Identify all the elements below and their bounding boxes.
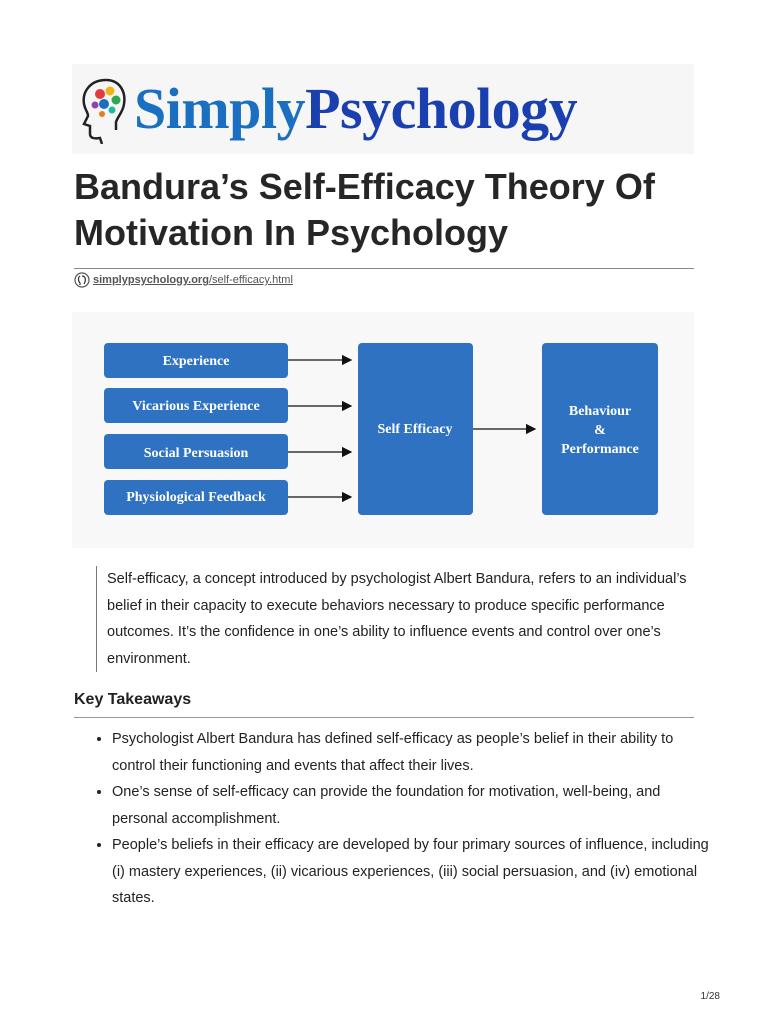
source-path[interactable]: /self-efficacy.html — [208, 274, 293, 286]
site-logo[interactable] — [72, 64, 694, 154]
input-label-experience: Experience — [162, 354, 230, 369]
key-takeaways-divider — [74, 717, 694, 718]
ampersand-label: & — [594, 423, 606, 438]
key-takeaways-list — [92, 726, 712, 912]
behaviour-label: Behaviour — [568, 404, 632, 419]
brain-head-icon — [76, 74, 132, 144]
logo-wordmark — [134, 76, 578, 141]
self-efficacy-label: Self Efficacy — [377, 422, 453, 437]
takeaway-item: • People’s beliefs in their efficacy are developed by four primary sources of influence, including (i) mastery experiences, (ii) vicarious experiences, (iii) social persuasion, and (iv) emotional states. — [112, 832, 712, 912]
page-title: Bandura’s Self-Efficacy Theory Of Motivation In Psychology — [74, 166, 655, 253]
performance-label: Performance — [561, 442, 639, 457]
title-divider — [74, 268, 694, 269]
page-number: 1/28 — [700, 991, 720, 1002]
source-link[interactable] — [74, 272, 293, 288]
input-label-social-persuasion: Social Persuasion — [143, 446, 249, 461]
logo-psychology-text: Psychology — [305, 76, 578, 141]
takeaway-item: • Psychologist Albert Bandura has defined self-efficacy as people’s belief in their ability to control their functioning and events that affect their lives. — [112, 726, 712, 779]
intro-blockquote: Self-efficacy, a concept introduced by psychologist Albert Bandura, refers to an individual’s belief in their capacity to execute behaviors necessary to produce specific performance outcomes. It’s the confidence in one’s ability to influence events and control over one’s environment. — [96, 566, 697, 672]
key-takeaways-heading: Key Takeaways — [74, 691, 192, 708]
input-label-vicarious-experience: Vicarious Experience — [132, 399, 260, 414]
site-favicon-icon — [74, 272, 90, 288]
source-domain[interactable]: simplypsychology.org — [93, 274, 209, 286]
self-efficacy-diagram — [72, 312, 694, 548]
takeaway-item: • One’s sense of self-efficacy can provide the foundation for motivation, well-being, and personal accomplishment. — [112, 779, 712, 832]
input-label-physiological-feedback: Physiological Feedback — [126, 490, 266, 505]
logo-simply-text: Simply — [134, 76, 306, 141]
diagram-svg — [72, 312, 694, 548]
